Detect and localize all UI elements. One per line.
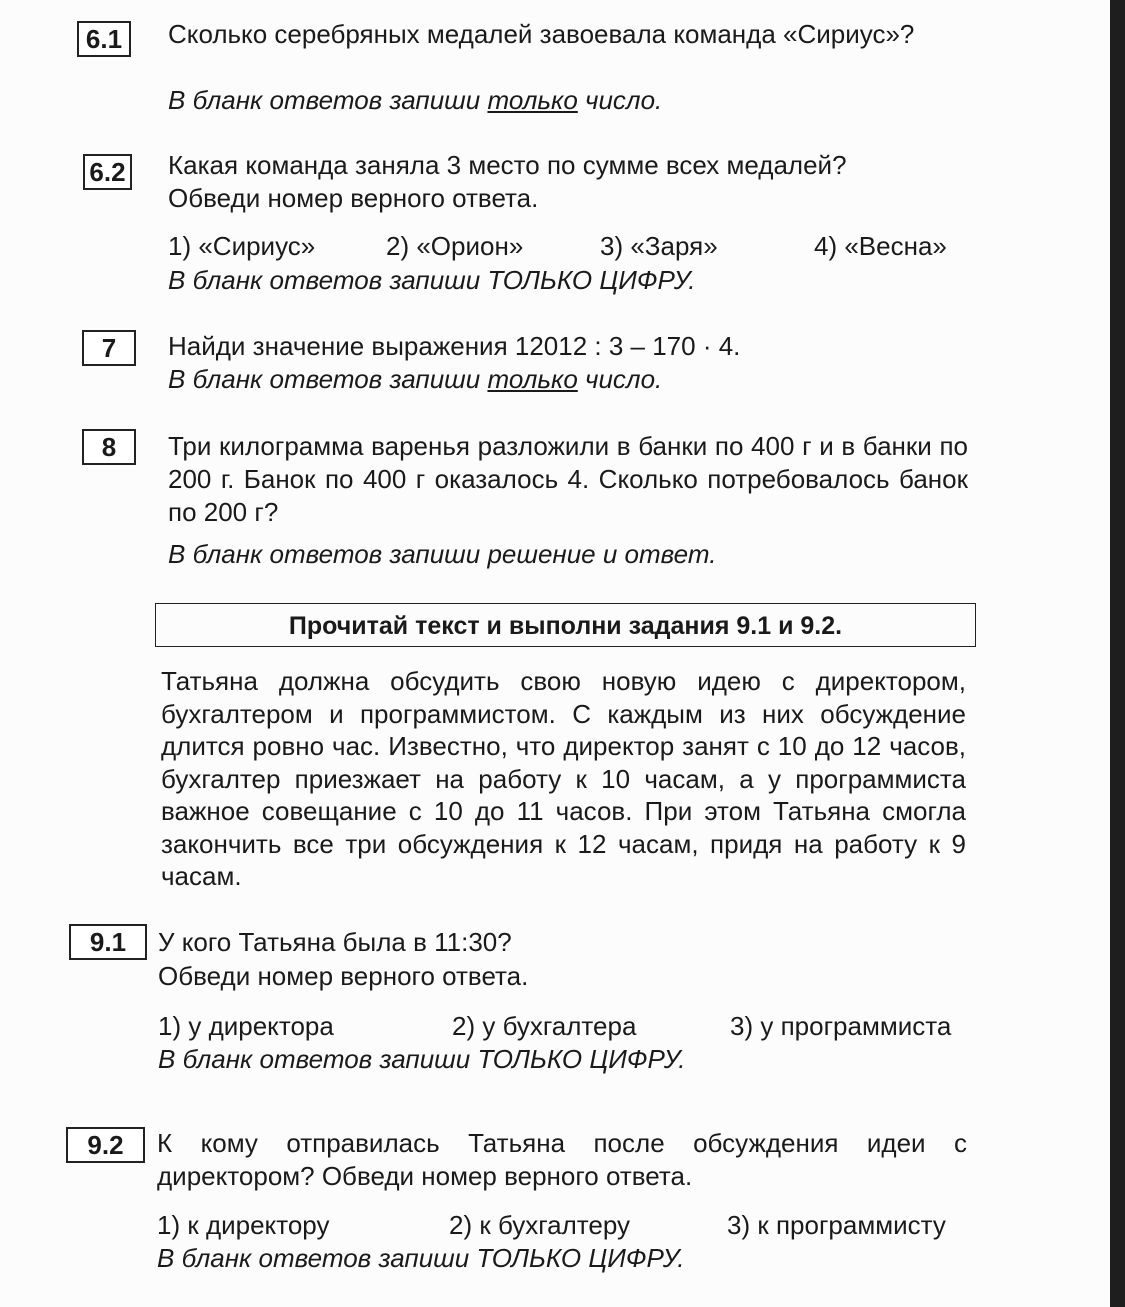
answer-option[interactable]: 2) к бухгалтеру bbox=[449, 1210, 631, 1240]
task-number-box: 6.1 bbox=[77, 21, 131, 57]
answer-option[interactable]: 3) «Заря» bbox=[600, 231, 718, 261]
answer-option[interactable]: 2) у бухгалтера bbox=[452, 1011, 637, 1041]
answer-option[interactable]: 1) «Сириус» bbox=[168, 231, 316, 261]
section-banner: Прочитай текст и выполни задания 9.1 и 9.2. bbox=[155, 603, 976, 647]
task-instruction bbox=[168, 363, 974, 395]
task-question: Сколько серебряных медалей завоевала команда «Сириус»? bbox=[168, 19, 915, 49]
task-question: Найди значение выражения 12012 : 3 – 170 · 4. bbox=[168, 331, 741, 361]
answer-option[interactable]: 2) «Орион» bbox=[386, 231, 524, 261]
task-number-box: 6.2 bbox=[83, 154, 132, 190]
task-instruction: В бланк ответов запиши ТОЛЬКО ЦИФРУ. bbox=[158, 1044, 686, 1074]
task-instruction: В бланк ответов запиши ТОЛЬКО ЦИФРУ. bbox=[168, 265, 696, 295]
instruction-text: число. bbox=[577, 85, 663, 115]
answer-option[interactable]: 4) «Весна» bbox=[814, 231, 947, 261]
task-question: Три килограмма варенья разложили в банки по 400 г и в банки по 200 г. Банок по 400 г оказалось 4. Сколько потребовалось банок по 200 г? bbox=[168, 431, 968, 527]
instruction-emphasis: только bbox=[487, 364, 578, 394]
task-instruction bbox=[168, 84, 974, 116]
task-question-line2: Обведи номер верного ответа. bbox=[168, 183, 539, 213]
task-question: Какая команда заняла 3 место по сумме всех медалей? bbox=[168, 150, 847, 180]
task-question-line2: Обведи номер верного ответа. bbox=[158, 961, 529, 991]
instruction-emphasis: только bbox=[487, 85, 578, 115]
answer-option[interactable]: 3) к программисту bbox=[727, 1210, 946, 1240]
instruction-text: В бланк ответов запиши bbox=[168, 85, 488, 115]
task-instruction: В бланк ответов запиши решение и ответ. bbox=[168, 539, 717, 569]
answer-option[interactable]: 1) у директора bbox=[158, 1011, 334, 1041]
task-question: У кого Татьяна была в 11:30? bbox=[158, 927, 512, 957]
task-number-box: 8 bbox=[82, 429, 136, 465]
task-number-box: 7 bbox=[82, 330, 136, 366]
task-question: К кому отправилась Татьяна после обсуждения идеи с директором? Обведи номер верного ответа. bbox=[157, 1128, 967, 1191]
answer-option[interactable]: 1) к директору bbox=[157, 1210, 330, 1240]
reading-passage: Татьяна должна обсудить свою новую идею с директором, бухгалтером и программистом. С каждым из них обсуждение длится ровно час. Известно, что директор занят с 10 до 12 часов, бухгалтер приезжает на работу к 10 часам, а у программиста важное совещание с 10 до 11 часов. При этом Татьяна смогла закончить все три обсуждения к 12 часам, придя на работу к 9 часам. bbox=[161, 666, 966, 891]
task-number-box: 9.2 bbox=[66, 1127, 145, 1163]
task-number-box: 9.1 bbox=[69, 924, 147, 960]
task-instruction: В бланк ответов запиши ТОЛЬКО ЦИФРУ. bbox=[157, 1243, 685, 1273]
instruction-text: число. bbox=[577, 364, 663, 394]
answer-option[interactable]: 3) у программиста bbox=[730, 1011, 952, 1041]
instruction-text: В бланк ответов запиши bbox=[168, 364, 488, 394]
